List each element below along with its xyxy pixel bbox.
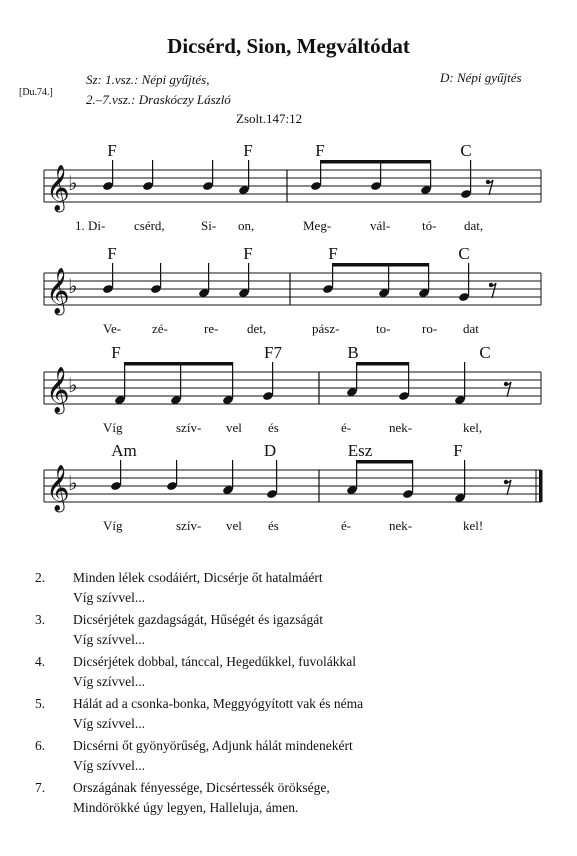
lyric-syllable: dat, bbox=[464, 218, 484, 233]
lyric-syllable: det, bbox=[247, 321, 267, 336]
chord-symbol: F bbox=[315, 141, 325, 160]
lyric-syllable: tó- bbox=[422, 218, 437, 233]
verse-item bbox=[35, 612, 555, 656]
flat-sign-icon: ♭ bbox=[68, 173, 78, 195]
lyric-syllable: to- bbox=[376, 321, 391, 336]
chord-symbol: C bbox=[458, 244, 470, 263]
note-beam bbox=[389, 263, 429, 267]
lyric-syllable: Si- bbox=[201, 218, 217, 233]
lyric-syllable: vel bbox=[226, 518, 242, 533]
lyric-syllable: nek- bbox=[389, 518, 413, 533]
verse-item bbox=[35, 738, 555, 782]
lyrics-credit-line2: 2.–7.vsz.: Draskóczy László bbox=[86, 92, 231, 107]
chord-symbol: Esz bbox=[347, 441, 373, 460]
lyric-syllable: kel, bbox=[463, 420, 483, 435]
treble-clef-icon: 𝄞 bbox=[46, 165, 70, 210]
note-beam bbox=[321, 160, 381, 164]
verse-number: 2. bbox=[35, 570, 46, 585]
lyrics-credit-line1: Sz: 1.vsz.: Népi gyűjtés, bbox=[86, 72, 210, 87]
treble-clef-icon: 𝄞 bbox=[46, 465, 70, 510]
lyric-syllable: Víg bbox=[103, 420, 123, 435]
lyric-syllable: re- bbox=[204, 321, 219, 336]
lyric-syllable: zé- bbox=[152, 321, 168, 336]
chord-symbol: Am bbox=[111, 441, 137, 460]
lyric-syllable: 1. Di- bbox=[75, 218, 106, 233]
verse-text-line2: Mindörökké úgy legyen, Halleluja, ámen. bbox=[73, 800, 299, 815]
lyric-syllable: dat bbox=[463, 321, 479, 336]
verse-text-line2: Víg szívvel... bbox=[73, 716, 145, 731]
lyric-syllable: vál- bbox=[370, 218, 391, 233]
verse-text-line1: Országának fényessége, Dicsértessék öröksége, bbox=[73, 780, 330, 795]
lyric-syllable: és bbox=[268, 420, 279, 435]
chord-symbol: F bbox=[453, 441, 463, 460]
lyric-syllable: on, bbox=[238, 218, 255, 233]
note-beam bbox=[357, 362, 409, 366]
staff-system bbox=[44, 441, 543, 533]
flat-sign-icon: ♭ bbox=[68, 375, 78, 397]
verse-text-line1: Hálát ad a csonka-bonka, Meggyógyított vak és néma bbox=[73, 696, 364, 711]
chord-symbol: F bbox=[111, 343, 121, 362]
chord-symbol: B bbox=[347, 343, 359, 362]
chord-symbol: F bbox=[107, 141, 117, 160]
note-beam bbox=[125, 362, 181, 366]
verse-text-line2: Víg szívvel... bbox=[73, 674, 145, 689]
chord-symbol: F bbox=[328, 244, 338, 263]
staff-system bbox=[44, 141, 541, 233]
verse-item bbox=[35, 780, 555, 824]
verse-text-line1: Dicsérjétek dobbal, tánccal, Hegedűkkel, fuvolákkal bbox=[73, 654, 357, 669]
lyric-syllable: é- bbox=[341, 518, 352, 533]
lyric-syllable: vel bbox=[226, 420, 242, 435]
verse-item bbox=[35, 654, 555, 698]
psalm-reference: Zsolt.147:12 bbox=[236, 111, 303, 126]
chord-symbol: F bbox=[243, 141, 253, 160]
lyric-syllable: és bbox=[268, 518, 279, 533]
note-beam bbox=[381, 160, 431, 164]
lyric-syllable: kel! bbox=[463, 518, 484, 533]
staff-system bbox=[44, 244, 541, 336]
chord-symbol: C bbox=[479, 343, 491, 362]
lyric-syllable: pász- bbox=[312, 321, 340, 336]
lyric-syllable: nek- bbox=[389, 420, 413, 435]
verse-number: 5. bbox=[35, 696, 46, 711]
lyric-syllable: Víg bbox=[103, 518, 123, 533]
verse-text-line2: Víg szívvel... bbox=[73, 758, 145, 773]
melody-credit: D: Népi gyűjtés bbox=[440, 70, 522, 85]
verse-text-line1: Minden lélek csodáiért, Dicsérje őt hatalmáért bbox=[73, 570, 323, 585]
final-barline-thick bbox=[539, 470, 543, 502]
lyric-syllable: ro- bbox=[422, 321, 438, 336]
chord-symbol: F7 bbox=[264, 343, 282, 362]
chord-symbol: D bbox=[263, 441, 277, 460]
verse-item bbox=[35, 696, 555, 740]
lyric-syllable: Meg- bbox=[303, 218, 332, 233]
treble-clef-icon: 𝄞 bbox=[46, 367, 70, 412]
lyric-syllable: szív- bbox=[176, 518, 202, 533]
lyric-syllable: é- bbox=[341, 420, 352, 435]
verse-item bbox=[35, 570, 555, 614]
song-title: Dicsérd, Sion, Megváltódat bbox=[167, 34, 410, 58]
treble-clef-icon: 𝄞 bbox=[46, 268, 70, 313]
lyric-syllable: csérd, bbox=[134, 218, 165, 233]
verse-text-line2: Víg szívvel... bbox=[73, 632, 145, 647]
note-beam bbox=[181, 362, 233, 366]
flat-sign-icon: ♭ bbox=[68, 276, 78, 298]
verse-number: 6. bbox=[35, 738, 46, 753]
staff-system bbox=[44, 343, 541, 435]
verse-text-line1: Dicsérjétek gazdagságát, Hűségét és igazságát bbox=[73, 612, 324, 627]
note-beam bbox=[357, 460, 413, 464]
verse-text-line1: Dicsérni őt gyönyörűség, Adjunk hálát mindenekért bbox=[73, 738, 353, 753]
chord-symbol: F bbox=[107, 244, 117, 263]
verse-number: 3. bbox=[35, 612, 46, 627]
flat-sign-icon: ♭ bbox=[68, 473, 78, 495]
chord-symbol: F bbox=[243, 244, 253, 263]
verse-text-line2: Víg szívvel... bbox=[73, 590, 145, 605]
lyric-syllable: Ve- bbox=[103, 321, 122, 336]
verse-number: 4. bbox=[35, 654, 46, 669]
note-beam bbox=[333, 263, 389, 267]
verse-number: 7. bbox=[35, 780, 46, 795]
lyric-syllable: szív- bbox=[176, 420, 202, 435]
chord-symbol: C bbox=[460, 141, 472, 160]
reference-code: [Du.74.] bbox=[19, 87, 53, 98]
